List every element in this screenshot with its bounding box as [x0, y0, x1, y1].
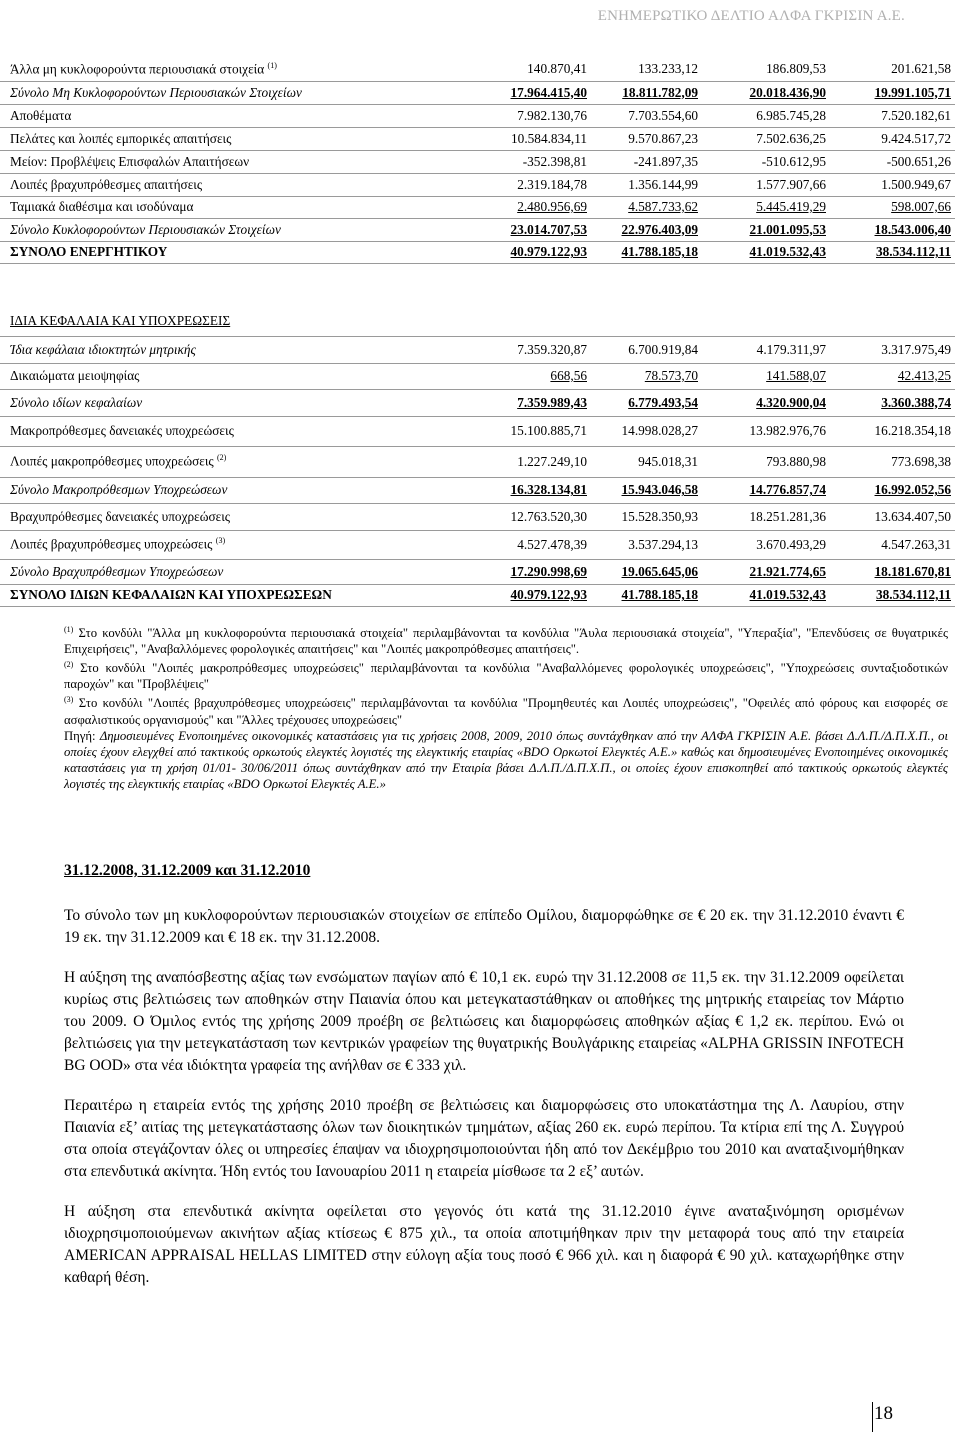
value-cell — [702, 263, 830, 307]
table-row — [0, 241, 955, 263]
value-cell: 13.634.407,50 — [830, 503, 955, 530]
value-cell — [830, 263, 955, 307]
row-label: Σύνολο Μη Κυκλοφορούντων Περιουσιακών Στοιχείων — [0, 81, 496, 104]
table-row — [0, 218, 955, 241]
value-cell: 7.982.130,76 — [496, 104, 591, 127]
value-cell: 3.670.493,29 — [702, 530, 830, 559]
value-cell: 17.290.998,69 — [496, 559, 591, 584]
footnote-3: $^{(3)}$ Στο κονδύλι "Λοιπές βραχυπρόθεσμες υποχρεώσεις" περιλαμβάνονται τα κονδύλια "Προμηθευτές και Λοιπές υποχρεώσεις", "Οφειλές από φόρους και εισφορές σε ασφαλιστικούς οργανισμούς" και "Άλλες τρέχουσες υποχρεώσεις" — [64, 695, 948, 727]
source-note: Πηγή: Δημοσιευμένες Ενοποιημένες οικονομικές καταστάσεις για τις χρήσεις 2008, 2009, 2010 όπως συντάχθηκαν από την ΑΛΦΑ ΓΚΡΙΣΙΝ Α.Ε. βάσει Δ.Λ.Π./Δ.Π.Χ.Π., οι οποίες έχουν ελεγχθεί από τακτικούς ορκωτούς ελεγκτές λογιστές της ελεγκτικής εταιρίας «BDO Ορκωτοί Ελεγκτές Α.Ε.» καθώς και δημοσιευμένες Ενοποιημένες οικονομικές καταστάσεις για τη χρήση 01/01- 30/06/2011 όπως συντάχθηκαν από την Εταιρία βάσει Δ.Λ.Π./Δ.Π.Χ.Π., οι οποίες έχουν επισκοπηθεί από τακτικούς ορκωτούς ελεγκτές λογιστές της ελεγκτικής εταιρίας «BDO Ορκωτοί Ελεγκτές Α.Ε.» — [64, 728, 948, 791]
value-cell — [591, 263, 702, 307]
value-cell: 668,56 — [496, 363, 591, 389]
value-cell: 12.763.520,30 — [496, 503, 591, 530]
value-cell — [496, 307, 591, 336]
row-label: Πελάτες και λοιπές εμπορικές απαιτήσεις — [0, 127, 496, 150]
value-cell: 15.528.350,93 — [591, 503, 702, 530]
value-cell: 40.979.122,93 — [496, 241, 591, 263]
value-cell: 773.698,38 — [830, 446, 955, 477]
value-cell: 3.537.294,13 — [591, 530, 702, 559]
value-cell: 18.543.006,40 — [830, 218, 955, 241]
value-cell: 3.360.388,74 — [830, 389, 955, 416]
table-row — [0, 127, 955, 150]
value-cell: 21.001.095,53 — [702, 218, 830, 241]
row-label: Βραχυπρόθεσμες δανειακές υποχρεώσεις — [0, 503, 496, 530]
footnote-2: $^{(2)}$ Στο κονδύλι "Λοιπές μακροπρόθεσμες υποχρεώσεις" περιλαμβάνονται τα κονδύλια "Αναβαλλόμενες φορολογικές υποχρεώσεις", "Υποχρεώσεις συνταξιοδοτικών παροχών" και "Προβλέψεις" — [64, 660, 949, 692]
value-cell: 133.233,12 — [591, 58, 702, 81]
paragraph: Περαιτέρω η εταιρεία εντός της χρήσης 2010 προέβη σε βελτιώσεις και διαμορφώσεις στο υποκατάστημα της Λ. Λαυρίου, στην Παιανία εξ’ αιτίας της μετεγκατάστασης όλων των διοικητικών τμημάτων, αξίας 260 εκ. ευρώ περίπου. Τα κτίρια επί της Λ. Συγγρού στα οποία στεγάζονταν όλες οι υπηρεσίες έπαψαν να ιδιοχρησιμοποιούνται ήδη από τον Δεκέμβριο του 2010 και αναταξινομήθηκαν στα επενδυτικά ακίνητα. Ήδη εντός του Ιανουαρίου 2011 η εταιρεία μίσθωσε τα 2 εξ’ αυτών. — [64, 1097, 904, 1180]
table-row — [0, 150, 955, 173]
value-cell: 23.014.707,53 — [496, 218, 591, 241]
value-cell: 38.534.112,11 — [830, 584, 955, 606]
row-label: ΣΥΝΟΛΟ ΕΝΕΡΓΗΤΙΚΟΥ — [0, 241, 496, 263]
row-label: Αποθέματα — [0, 104, 496, 127]
row-label: Σύνολο Μακροπρόθεσμων Υποχρεώσεων — [0, 477, 496, 503]
section-heading: 31.12.2008, 31.12.2009 και 31.12.2010 — [64, 862, 311, 879]
table-row — [0, 104, 955, 127]
table-row — [0, 173, 955, 196]
value-cell: 21.921.774,65 — [702, 559, 830, 584]
value-cell: 19.065.645,06 — [591, 559, 702, 584]
value-cell: 15.943.046,58 — [591, 477, 702, 503]
row-label: Λοιπές βραχυπρόθεσμες απαιτήσεις — [0, 173, 496, 196]
value-cell — [830, 307, 955, 336]
row-label: Λοιπές βραχυπρόθεσμες υποχρεώσεις $^{(3)}$ — [0, 530, 496, 559]
row-label: Δικαιώματα μειοψηφίας — [0, 363, 496, 389]
value-cell: 186.809,53 — [702, 58, 830, 81]
table-row — [0, 196, 955, 218]
value-cell: 2.319.184,78 — [496, 173, 591, 196]
value-cell: 7.359.320,87 — [496, 336, 591, 363]
value-cell: 4.320.900,04 — [702, 389, 830, 416]
value-cell: -352.398,81 — [496, 150, 591, 173]
value-cell: 1.227.249,10 — [496, 446, 591, 477]
balance-sheet-table — [0, 58, 955, 607]
value-cell: 141.588,07 — [702, 363, 830, 389]
value-cell: 16.328.134,81 — [496, 477, 591, 503]
row-label: ΙΔΙΑ ΚΕΦΑΛΑΙΑ ΚΑΙ ΥΠΟΧΡΕΩΣΕΙΣ — [0, 307, 496, 336]
value-cell: 14.998.028,27 — [591, 416, 702, 446]
value-cell: 1.577.907,66 — [702, 173, 830, 196]
value-cell: 41.019.532,43 — [702, 584, 830, 606]
value-cell: 2.480.956,69 — [496, 196, 591, 218]
paragraph: Το σύνολο των μη κυκλοφορούντων περιουσιακών στοιχείων σε επίπεδο Ομίλου, διαμορφώθηκε σε € 20 εκ. την 31.12.2010 έναντι € 19 εκ. την 31.12.2009 και € 18 εκ. την 31.12.2008. — [64, 907, 904, 946]
value-cell: 41.788.185,18 — [591, 241, 702, 263]
table-row — [0, 81, 955, 104]
value-cell — [591, 307, 702, 336]
table-row — [0, 477, 955, 503]
value-cell: 4.547.263,31 — [830, 530, 955, 559]
row-label: ΣΥΝΟΛΟ ΙΔΙΩΝ ΚΕΦΑΛΑΙΩΝ ΚΑΙ ΥΠΟΧΡΕΩΣΕΩΝ — [0, 584, 496, 606]
row-label: Σύνολο Βραχυπρόθεσμων Υποχρεώσεων — [0, 559, 496, 584]
row-label: Σύνολο ιδίων κεφαλαίων — [0, 389, 496, 416]
value-cell: 38.534.112,11 — [830, 241, 955, 263]
value-cell: 20.018.436,90 — [702, 81, 830, 104]
value-cell: 6.779.493,54 — [591, 389, 702, 416]
value-cell: 4.527.478,39 — [496, 530, 591, 559]
value-cell: 41.788.185,18 — [591, 584, 702, 606]
value-cell: -241.897,35 — [591, 150, 702, 173]
row-label: Μακροπρόθεσμες δανειακές υποχρεώσεις — [0, 416, 496, 446]
value-cell: 4.587.733,62 — [591, 196, 702, 218]
value-cell: 42.413,25 — [830, 363, 955, 389]
table-row — [0, 559, 955, 584]
value-cell: 201.621,58 — [830, 58, 955, 81]
document-header: ΕΝΗΜΕΡΩΤΙΚΟ ΔΕΛΤΙΟ ΑΛΦΑ ΓΚΡΙΣΙΝ Α.Ε. — [597, 8, 905, 24]
value-cell — [702, 307, 830, 336]
value-cell: 17.964.415,40 — [496, 81, 591, 104]
row-label: Ίδια κεφάλαια ιδιοκτητών μητρικής — [0, 336, 496, 363]
value-cell: 945.018,31 — [591, 446, 702, 477]
page-number: 18 — [874, 1403, 893, 1424]
footnote-1: $^{(1)}$ Στο κονδύλι "Άλλα μη κυκλοφορούντα περιουσιακά στοιχεία" περιλαμβάνονται τα κονδύλια "Άυλα περιουσιακά στοιχεία", "Υπεραξία", "Επενδύσεις σε θυγατρικές Επιχειρήσεις", "Αναβαλλόμενες φορολογικές απαιτήσεις" και "Λοιπές μακροπρόθεσμες απαιτήσεις". — [64, 625, 948, 657]
value-cell: 18.181.670,81 — [830, 559, 955, 584]
value-cell: 3.317.975,49 — [830, 336, 955, 363]
table-row — [0, 389, 955, 416]
table-row — [0, 307, 955, 336]
value-cell: -500.651,26 — [830, 150, 955, 173]
row-label: Σύνολο Κυκλοφορούντων Περιουσιακών Στοιχείων — [0, 218, 496, 241]
paragraph: Η αύξηση της αναπόσβεστης αξίας των ενσώματων παγίων από € 10,1 εκ. ευρώ την 31.12.2008 σε 11,5 εκ. την 31.12.2009 οφείλεται κυρίως στις βελτιώσεις των αποθηκών στην Παιανία όπου και μετεγκαταστάθηκαν οι αποθήκες της μητρικής εταιρείας τον Μάρτιο του 2009. Ο Όμιλος εντός της χρήσης 2009 προέβη σε βελτιώσεις και διαμορφώσεις αποθηκών αξίας € 1,2 εκ. περίπου. Ενώ οι βελτιώσεις για την μετεγκατάσταση των κεντρικών γραφείων της θυγατρικής Βουλγάρικης εταιρείας «ALPHA GRISSIN INFOTECH BG OOD» στα νέα ιδιόκτητα γραφεία της ανήλθαν σε € 333 χιλ. — [64, 969, 904, 1074]
value-cell: 10.584.834,11 — [496, 127, 591, 150]
value-cell: 7.520.182,61 — [830, 104, 955, 127]
table-row — [0, 446, 955, 477]
value-cell: -510.612,95 — [702, 150, 830, 173]
value-cell: 793.880,98 — [702, 446, 830, 477]
value-cell: 9.424.517,72 — [830, 127, 955, 150]
value-cell: 9.570.867,23 — [591, 127, 702, 150]
value-cell: 16.218.354,18 — [830, 416, 955, 446]
value-cell: 19.991.105,71 — [830, 81, 955, 104]
value-cell: 18.811.782,09 — [591, 81, 702, 104]
row-label: Ταμιακά διαθέσιμα και ισοδύναμα — [0, 196, 496, 218]
value-cell: 78.573,70 — [591, 363, 702, 389]
value-cell — [496, 263, 591, 307]
value-cell: 1.500.949,67 — [830, 173, 955, 196]
value-cell: 5.445.419,29 — [702, 196, 830, 218]
value-cell: 140.870,41 — [496, 58, 591, 81]
table-row — [0, 363, 955, 389]
value-cell: 598.007,66 — [830, 196, 955, 218]
value-cell: 13.982.976,76 — [702, 416, 830, 446]
table-row — [0, 530, 955, 559]
value-cell: 22.976.403,09 — [591, 218, 702, 241]
value-cell: 14.776.857,74 — [702, 477, 830, 503]
paragraph: Η αύξηση στα επενδυτικά ακίνητα οφείλεται στο γεγονός ότι κατά της 31.12.2010 έγινε αναταξινόμηση ορισμένων ιδιοχρησιμοποιούμενων ακινήτων αξίας κτίσεως € 875 χιλ., τα οποία αποτιμήθηκαν πριν την μεταφορά τους από την εταιρεία AMERICAN APPRAISAL HELLAS LIMITED στην εύλογη αξία τους ποσό € 966 χιλ. και η διαφορά € 90 χιλ. καταχωρήθηκε στην καθαρή θέση. — [64, 1203, 904, 1286]
table-row — [0, 584, 955, 606]
value-cell: 7.502.636,25 — [702, 127, 830, 150]
value-cell: 1.356.144,99 — [591, 173, 702, 196]
value-cell: 4.179.311,97 — [702, 336, 830, 363]
value-cell: 6.985.745,28 — [702, 104, 830, 127]
body-text — [64, 905, 904, 1307]
value-cell: 41.019.532,43 — [702, 241, 830, 263]
row-label: Άλλα μη κυκλοφορούντα περιουσιακά στοιχεία $^{(1)}$ — [0, 58, 496, 81]
page-number-divider — [872, 1402, 873, 1432]
value-cell: 7.359.989,43 — [496, 389, 591, 416]
table-row — [0, 416, 955, 446]
value-cell: 15.100.885,71 — [496, 416, 591, 446]
value-cell: 7.703.554,60 — [591, 104, 702, 127]
footnotes — [64, 622, 948, 792]
value-cell: 40.979.122,93 — [496, 584, 591, 606]
value-cell: 6.700.919,84 — [591, 336, 702, 363]
table-row — [0, 336, 955, 363]
table-row — [0, 263, 955, 307]
table-row — [0, 503, 955, 530]
row-label: Λοιπές μακροπρόθεσμες υποχρεώσεις $^{(2)}$ — [0, 446, 496, 477]
table-row — [0, 58, 955, 81]
value-cell: 16.992.052,56 — [830, 477, 955, 503]
row-label — [0, 263, 496, 307]
value-cell: 18.251.281,36 — [702, 503, 830, 530]
row-label: Μείον: Προβλέψεις Επισφαλών Απαιτήσεων — [0, 150, 496, 173]
